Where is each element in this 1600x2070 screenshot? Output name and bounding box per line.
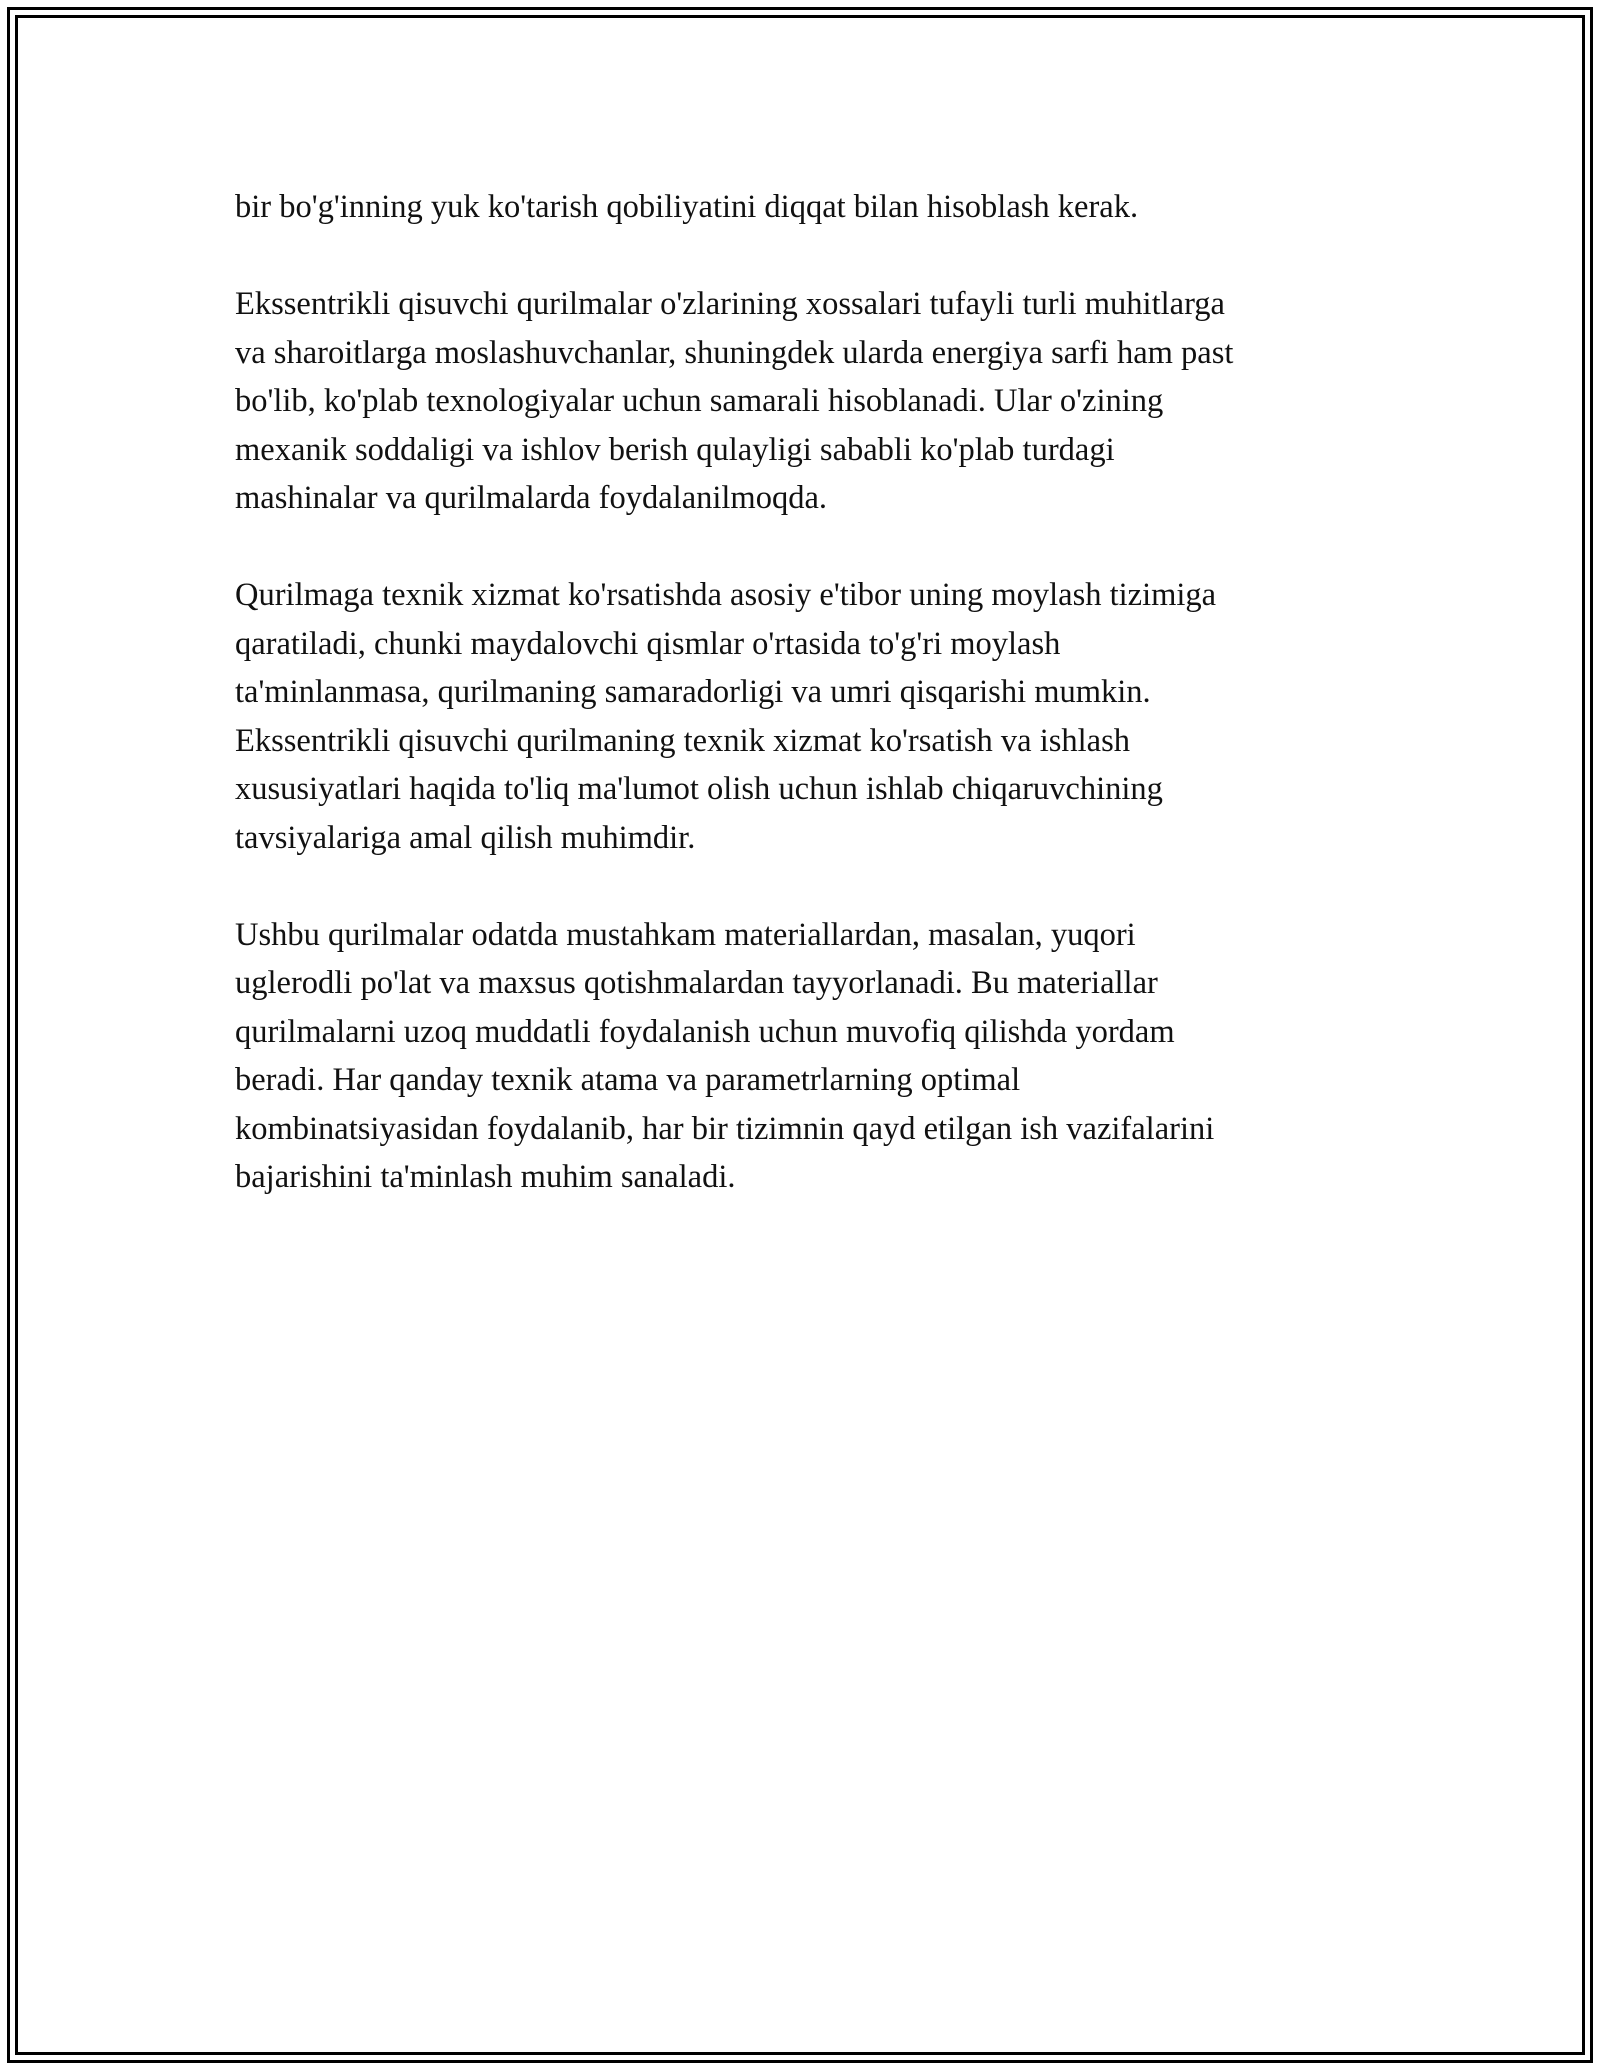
text-line: bajarishini ta'minlash muhim sanaladi. bbox=[235, 1159, 736, 1195]
text-line: bo'lib, ko'plab texnologiyalar uchun samarali hisoblanadi. Ular o'zining bbox=[235, 383, 1164, 419]
text-line: kombinatsiyasidan foydalanib, har bir tizimnin qayd etilgan ish vazifalarini bbox=[235, 1110, 1215, 1147]
text-line: Ushbu qurilmalar odatda mustahkam materiallardan, masalan, yuqori bbox=[235, 916, 1136, 953]
text-line: bir bo'g'inning yuk ko'tarish qobiliyatini diqqat bilan hisoblash kerak. bbox=[235, 189, 1139, 225]
text-line: uglerodli po'lat va maxsus qotishmalardan tayyorlanadi. Bu materiallar bbox=[235, 965, 1158, 1001]
text-line: tavsiyalariga amal qilish muhimdir. bbox=[235, 819, 696, 856]
text-line: mashinalar va qurilmalarda foydalanilmoqda. bbox=[235, 480, 828, 516]
text-line: Ekssentrikli qisuvchi qurilmaning texnik xizmat ko'rsatish va ishlash bbox=[235, 722, 1130, 759]
text-line: qaratiladi, chunki maydalovchi qismlar o'rtasida to'g'ri moylash bbox=[235, 625, 1061, 662]
text-line: qurilmalarni uzoq muddatli foydalanish uchun muvofiq qilishda yordam bbox=[235, 1013, 1175, 1050]
paragraph-4 bbox=[235, 911, 1375, 1202]
text-line: xususiyatlari haqida to'liq ma'lumot olish uchun ishlab chiqaruvchining bbox=[235, 771, 1163, 807]
document-body bbox=[235, 183, 1375, 1250]
text-line: Ekssentrikli qisuvchi qurilmalar o'zlarining xossalari tufayli turli muhitlarga bbox=[235, 286, 1225, 322]
text-line: va sharoitlarga moslashuvchanlar, shuningdek ularda energiya sarfi ham past bbox=[235, 334, 1234, 371]
paragraph-2 bbox=[235, 280, 1375, 523]
text-line: beradi. Har qanday texnik atama va parametrlarning optimal bbox=[235, 1062, 1021, 1098]
text-line: mexanik soddaligi va ishlov berish qulayligi sababli ko'plab turdagi bbox=[235, 431, 1115, 468]
paragraph-3 bbox=[235, 571, 1375, 862]
text-line: Qurilmaga texnik xizmat ko'rsatishda asosiy e'tibor uning moylash tizimiga bbox=[235, 577, 1217, 613]
text-line: ta'minlanmasa, qurilmaning samaradorligi va umri qisqarishi mumkin. bbox=[235, 674, 1151, 710]
paragraph-1 bbox=[235, 183, 1375, 232]
